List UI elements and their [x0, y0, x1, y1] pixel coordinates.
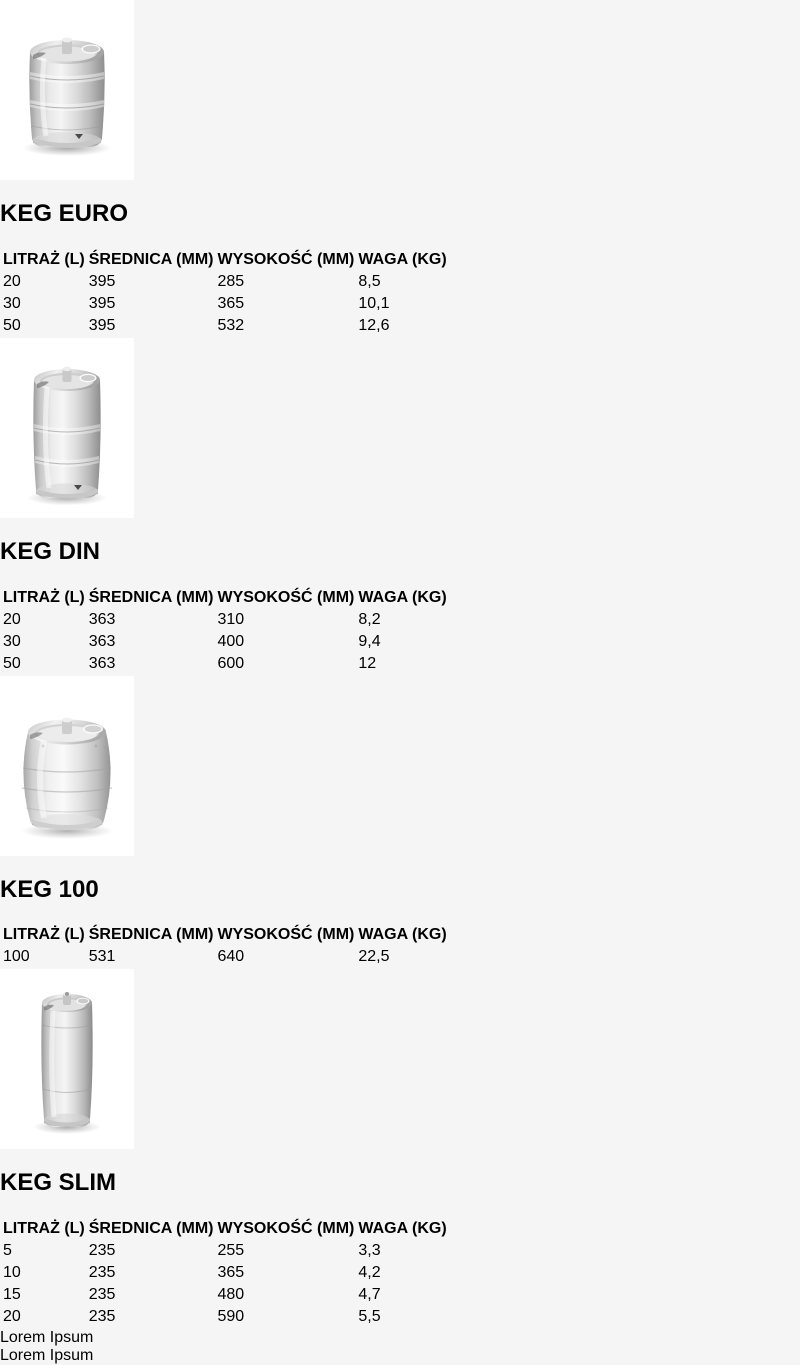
cell-waga: 8,2 — [358, 610, 381, 628]
table-header-row — [2, 1219, 448, 1239]
keg-slim-illustration — [0, 969, 134, 1149]
column-header-litraz: LITRAŻ (L) — [3, 926, 85, 944]
cell-srednica: 235 — [88, 1264, 116, 1282]
keg-euro-spec-table — [0, 248, 450, 338]
cell-waga: 4,7 — [358, 1286, 381, 1304]
column-header-litraz: LITRAŻ (L) — [3, 250, 85, 268]
keg-din-spec-table — [0, 586, 450, 676]
table-row — [2, 632, 448, 652]
cell-wysokosc: 640 — [217, 948, 245, 966]
table-header — [2, 1219, 448, 1239]
keg-din-image-card — [0, 338, 134, 518]
cell-srednica: 395 — [88, 294, 116, 312]
cell-waga: 5,5 — [358, 1308, 381, 1326]
cell-srednica: 235 — [88, 1242, 116, 1260]
cell-wysokosc: 532 — [217, 316, 245, 334]
cell-waga: 8,5 — [358, 272, 381, 290]
cell-litraz: 100 — [3, 948, 30, 966]
keg-euro-illustration — [0, 0, 134, 180]
keg-euro-image-card — [0, 0, 134, 180]
table-header-row — [2, 250, 448, 270]
cell-wysokosc: 285 — [217, 272, 245, 290]
cell-litraz: 10 — [3, 1264, 21, 1282]
cell-srednica: 363 — [88, 610, 116, 628]
cell-waga: 4,2 — [358, 1264, 381, 1282]
table-header-row — [2, 925, 448, 945]
keg-slim-photo — [0, 969, 134, 1154]
cell-waga: 9,4 — [358, 632, 381, 650]
cell-waga: 10,1 — [358, 294, 390, 312]
cell-waga: 12,6 — [358, 316, 390, 334]
keg-slim-spec-table — [0, 1217, 450, 1329]
table-header — [2, 588, 448, 608]
cell-litraz: 50 — [3, 316, 21, 334]
table-body — [2, 272, 448, 336]
column-header-litraz: LITRAŻ (L) — [3, 1220, 85, 1238]
product-title: KEG 100 — [0, 875, 99, 903]
column-header-srednica: ŚREDNICA (MM) — [88, 250, 214, 268]
table-row — [2, 1307, 448, 1327]
cell-wysokosc: 590 — [217, 1308, 245, 1326]
cell-srednica: 395 — [88, 272, 116, 290]
table-row — [2, 316, 448, 336]
column-header-wysokosc: WYSOKOŚĆ (MM) — [217, 1220, 355, 1238]
table-header — [2, 925, 448, 945]
column-header-wysokosc: WYSOKOŚĆ (MM) — [217, 250, 355, 268]
cell-wysokosc: 365 — [217, 294, 245, 312]
cell-wysokosc: 365 — [217, 1264, 245, 1282]
cell-waga: 22,5 — [358, 948, 390, 966]
keg-din-illustration — [0, 338, 134, 518]
cell-srednica: 395 — [88, 316, 116, 334]
column-header-litraz: LITRAŻ (L) — [3, 588, 85, 606]
table-body — [2, 947, 448, 967]
table-row — [2, 654, 448, 674]
keg-100-table-area — [0, 876, 800, 970]
table-row — [2, 272, 448, 292]
keg-slim-image-card — [0, 969, 134, 1149]
watermark-lorem-ipsum: Lorem Ipsum — [0, 1347, 94, 1365]
cell-litraz: 20 — [3, 272, 21, 290]
cell-wysokosc: 255 — [217, 1242, 245, 1260]
table-row — [2, 1285, 448, 1305]
column-header-srednica: ŚREDNICA (MM) — [88, 1220, 214, 1238]
table-header-row — [2, 588, 448, 608]
keg-100-photo — [0, 676, 134, 861]
keg-100-image-card — [0, 676, 134, 856]
keg-din-table-area — [0, 538, 800, 676]
cell-litraz: 5 — [3, 1242, 12, 1260]
cell-srednica: 363 — [88, 632, 116, 650]
cell-srednica: 235 — [88, 1286, 116, 1304]
cell-litraz: 20 — [3, 610, 21, 628]
cell-wysokosc: 400 — [217, 632, 245, 650]
column-header-waga: WAGA (KG) — [358, 588, 447, 606]
cell-litraz: 15 — [3, 1286, 21, 1304]
keg-euro-photo — [0, 0, 134, 185]
table-body — [2, 1241, 448, 1327]
keg-din-photo — [0, 338, 134, 523]
table-row — [2, 610, 448, 630]
cell-litraz: 30 — [3, 294, 21, 312]
watermark-lorem-ipsum: Lorem Ipsum — [0, 1329, 94, 1347]
column-header-srednica: ŚREDNICA (MM) — [88, 926, 214, 944]
cell-srednica: 235 — [88, 1308, 116, 1326]
cell-srednica: 531 — [88, 948, 116, 966]
table-row — [2, 1241, 448, 1261]
column-header-wysokosc: WYSOKOŚĆ (MM) — [217, 926, 355, 944]
cell-litraz: 50 — [3, 654, 21, 672]
keg-euro-table-area — [0, 200, 800, 338]
table-row — [2, 294, 448, 314]
table-row — [2, 947, 448, 967]
cell-wysokosc: 600 — [217, 654, 245, 672]
cell-wysokosc: 310 — [217, 610, 245, 628]
cell-waga: 12 — [358, 654, 377, 672]
cell-srednica: 363 — [88, 654, 116, 672]
column-header-waga: WAGA (KG) — [358, 1220, 447, 1238]
column-header-waga: WAGA (KG) — [358, 250, 447, 268]
cell-litraz: 20 — [3, 1308, 21, 1326]
keg-slim-table-area — [0, 1169, 800, 1329]
cell-wysokosc: 480 — [217, 1286, 245, 1304]
table-body — [2, 610, 448, 674]
column-header-wysokosc: WYSOKOŚĆ (MM) — [217, 588, 355, 606]
column-header-waga: WAGA (KG) — [358, 926, 447, 944]
product-title: KEG SLIM — [0, 1169, 117, 1197]
product-title: KEG DIN — [0, 537, 101, 565]
table-row — [2, 1263, 448, 1283]
keg-100-illustration — [0, 676, 134, 856]
keg-100-spec-table — [0, 923, 450, 969]
column-header-srednica: ŚREDNICA (MM) — [88, 588, 214, 606]
product-title: KEG EURO — [0, 199, 129, 227]
table-header — [2, 250, 448, 270]
cell-waga: 3,3 — [358, 1242, 381, 1260]
cell-litraz: 30 — [3, 632, 21, 650]
